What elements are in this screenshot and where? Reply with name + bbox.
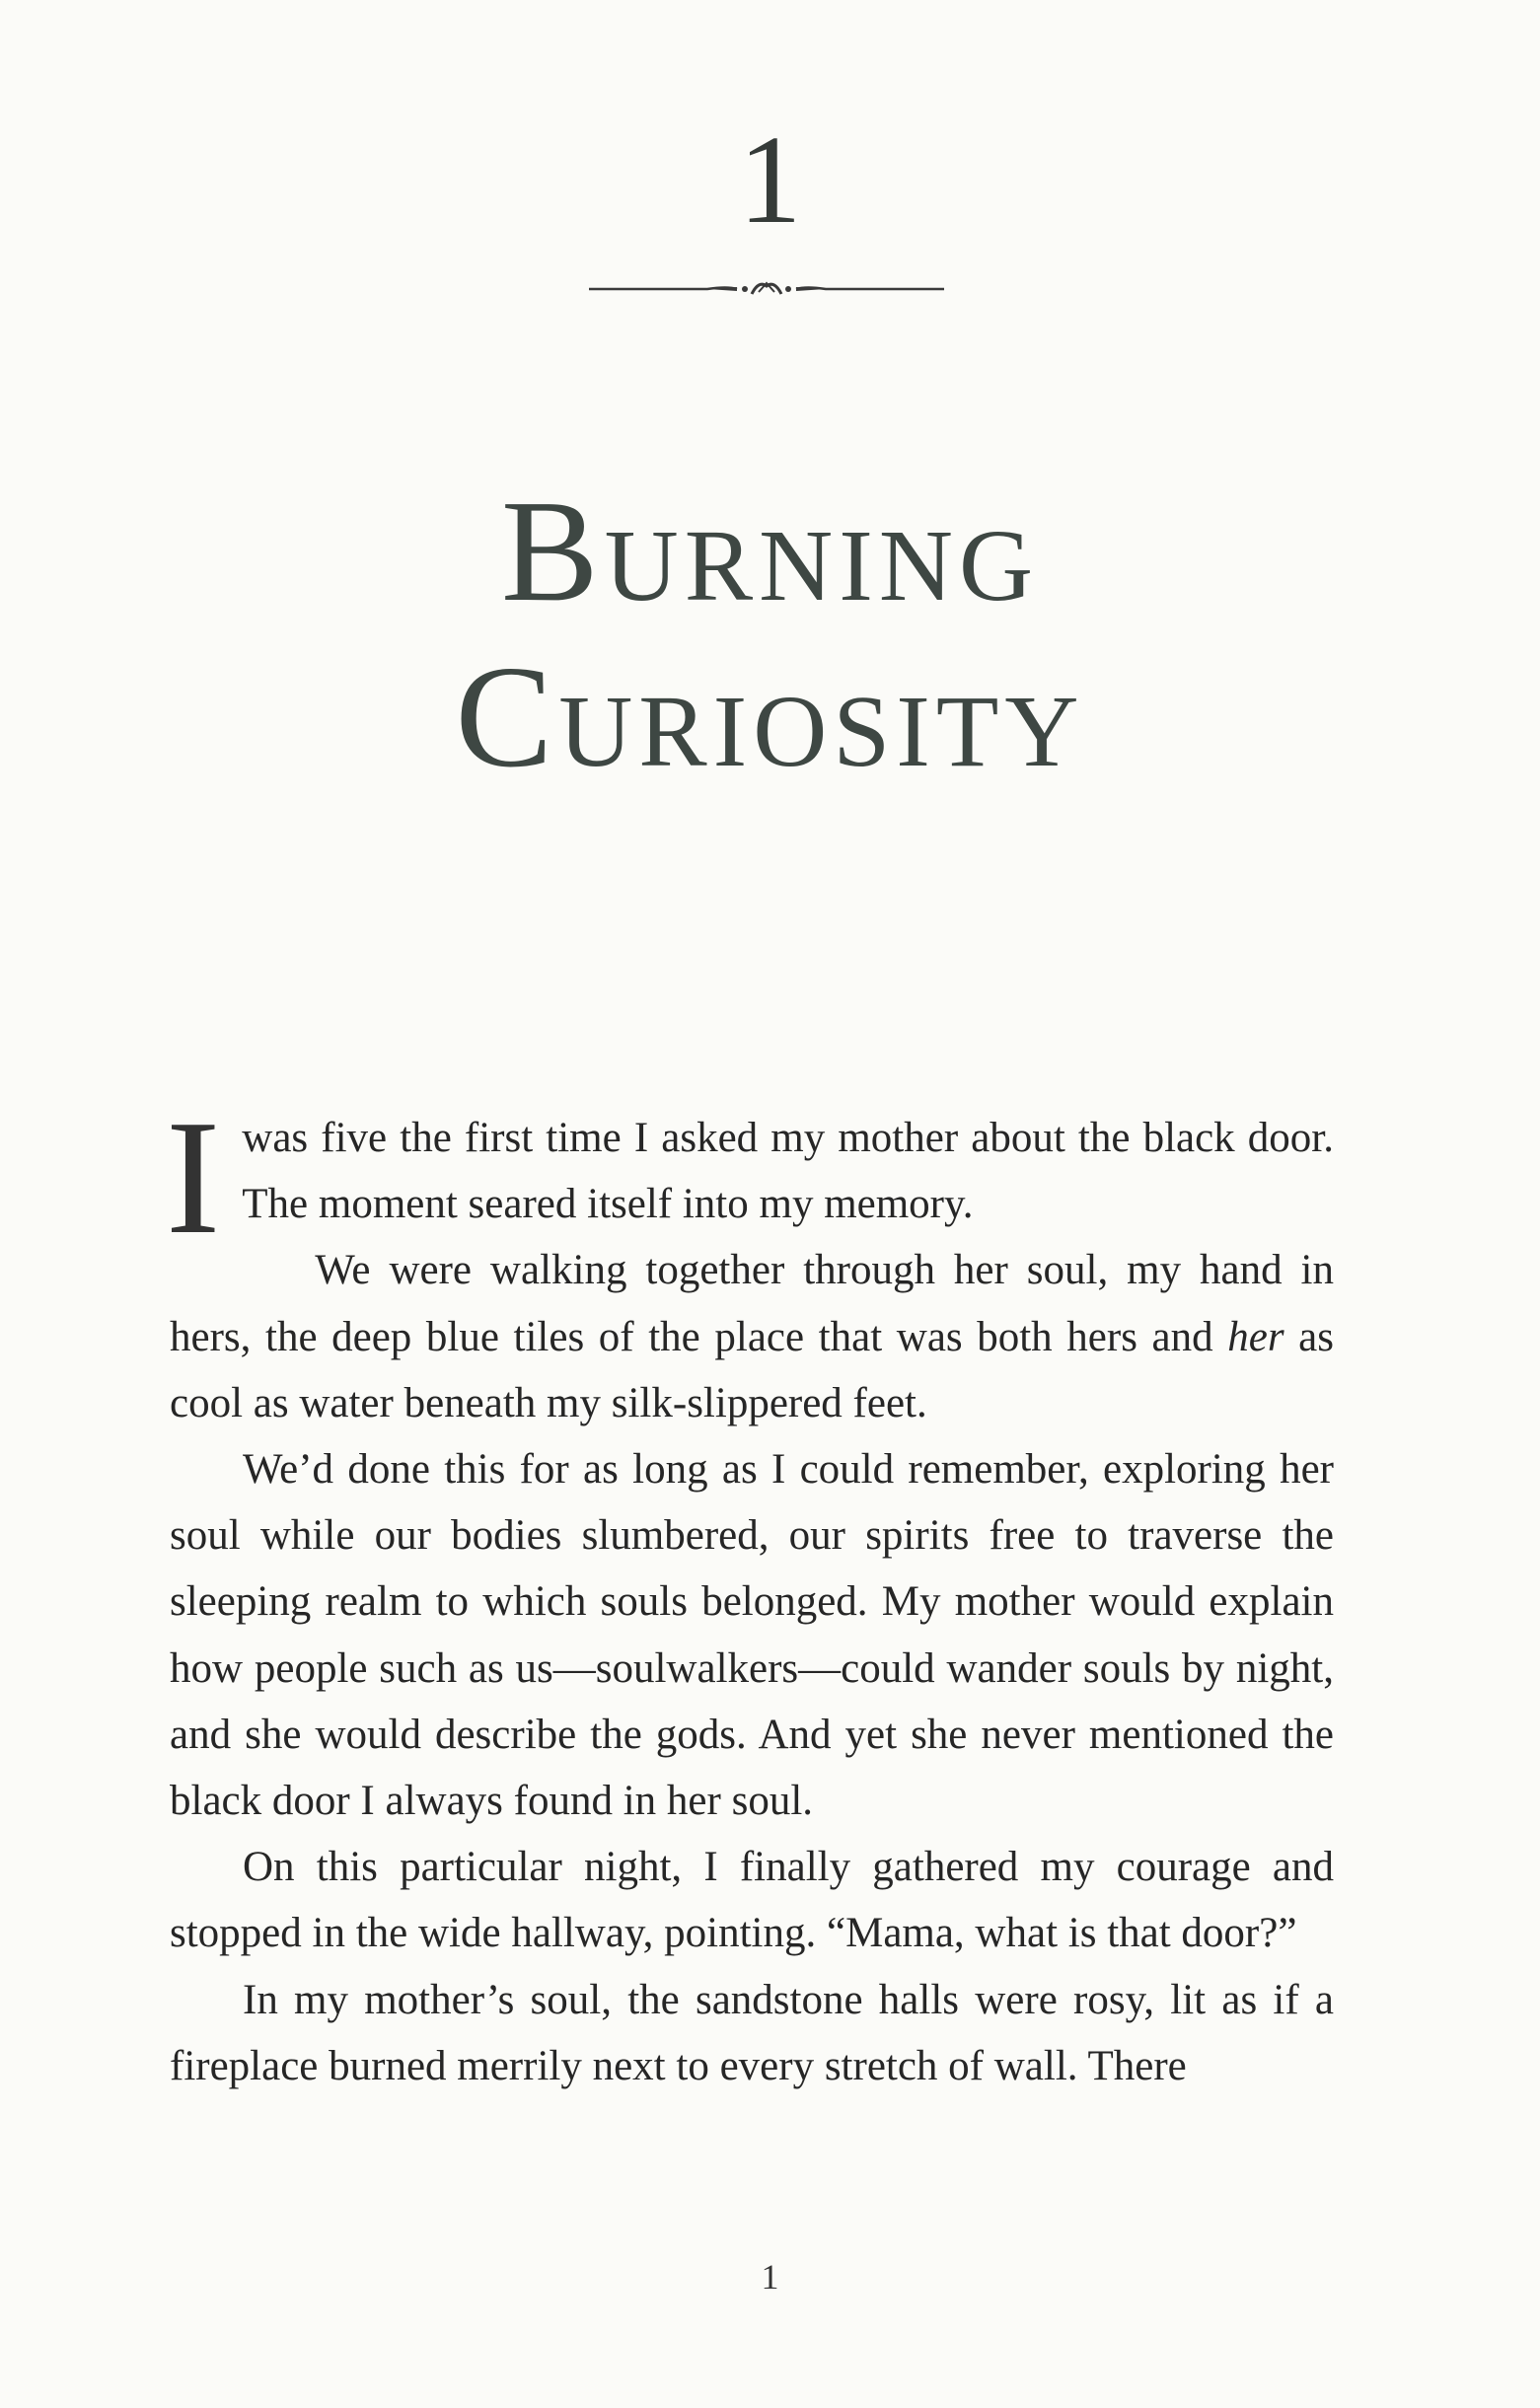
paragraph-1-text: was five the first time I asked my mother about the black door. The moment seared itself into my memory.: [242, 1115, 1334, 1228]
paragraph-1: [166, 1086, 1334, 1268]
chapter-title: [0, 469, 1540, 800]
drop-cap: I: [166, 1086, 221, 1268]
page-number: 1: [761, 2257, 779, 2297]
chapter-body: [166, 1086, 1334, 2099]
paragraph-5: In my mother’s soul, the sandstone halls were rosy, lit as if a fireplace burned merrily next to every stretch of wall. There: [170, 1976, 1334, 2089]
emphasis-her: her: [1227, 1313, 1284, 1360]
ornament-divider-icon: [589, 274, 944, 304]
chapter-title-line-1: Burning: [500, 471, 1040, 632]
paragraph-3: We’d done this for as long as I could remember, exploring her soul while our bodies slumbered, our spirits free to traverse the sleeping realm to which souls belonged. My mother would explain how people such as us—soulwalkers—could wander souls by night, and she would describe the gods. And yet she never mentioned the black door I always found in her soul.: [170, 1446, 1334, 1825]
paragraph-2: We were walking together through her soul, my hand in hers, the deep blue tiles of the place that was both hers and her as cool as water beneath my silk-slippered feet.: [170, 1247, 1334, 1426]
paragraph-4: On this particular night, I finally gathered my courage and stopped in the wide hallway, pointing. “Mama, what is that door?”: [170, 1844, 1334, 1957]
chapter-title-line-2: Curiosity: [455, 636, 1085, 798]
chapter-number: 1: [738, 109, 802, 250]
